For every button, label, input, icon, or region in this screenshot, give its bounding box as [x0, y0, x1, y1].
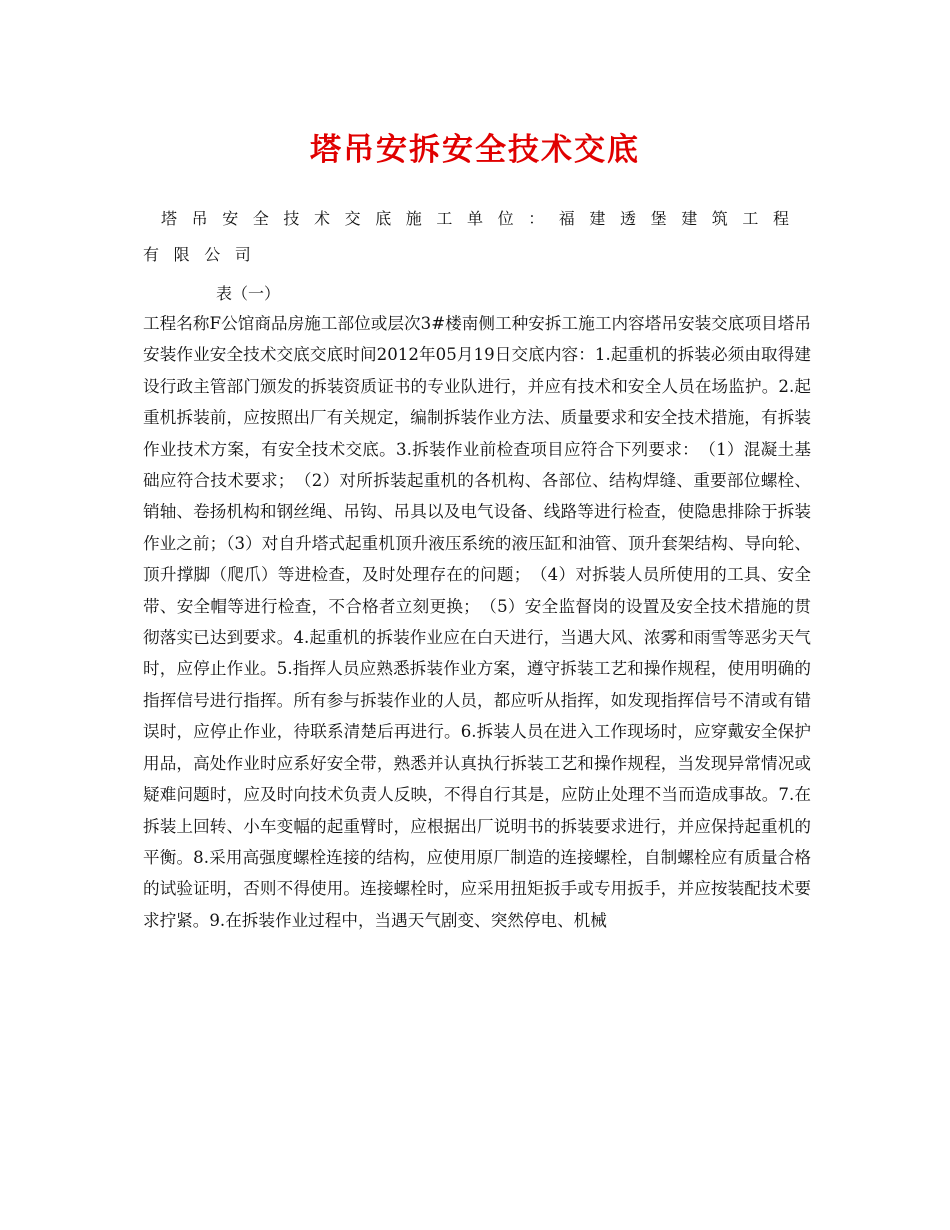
body-paragraph: 工程名称F公馆商品房施工部位或层次3#楼南侧工种安拆工施工内容塔吊安装交底项目塔吊安装作业安全技术交底交底时间2012年05月19日交底内容：1.起重机的拆装必须由取得建设行政主管部门颁发的拆装资质证书的专业队进行，并应有技术和安全人员在场监护。2.起重机拆装前，应按照出厂有关规定，编制拆装作业方法、质量要求和安全技术措施，有拆装作业技术方案，有安全技术交底。3.拆装作业前检查项目应符合下列要求： （1）混凝土基础应符合技术要求； （2）对所拆装起重机的各机构、各部位、结构焊缝、重要部位螺栓、销轴、卷扬机构和钢丝绳、吊钩、吊具以及电气设备、线路等进行检查，使隐患排除于拆装作业之前；（3）对自升塔式起重机顶升液压系统的液压缸和油管、顶升套架结构、导向轮、顶升撑脚（爬爪）等进检查，及时处理存在的问题； （4）对拆装人员所使用的工具、安全带、安全帽等进行检查，不合格者立刻更换； （5）安全监督岗的设置及安全技术措施的贯彻落实已达到要求。4.起重机的拆装作业应在白天进行，当遇大风、浓雾和雨雪等恶劣天气时，应停止作业。5.指挥人员应熟悉拆装作业方案，遵守拆装工艺和操作规程，使用明确的指挥信号进行指挥。所有参与拆装作业的人员，都应听从指挥，如发现指挥信号不清或有错误时，应停止作业，待联系清楚后再进行。6.拆装人员在进入工作现场时，应穿戴安全保护用品，高处作业时应系好安全带，熟悉并认真执行拆装工艺和操作规程，当发现异常情况或疑难问题时，应及时向技术负责人反映，不得自行其是，应防止处理不当而造成事故。7.在拆装上回转、小车变幅的起重臂时，应根据出厂说明书的拆装要求进行，并应保持起重机的平衡。8.采用高强度螺栓连接的结构，应使用原厂制造的连接螺栓，自制螺栓应有质量合格的试验证明，否则不得使用。连接螺栓时，应采用扭矩扳手或专用扳手，并应按装配技术要求拧紧。9.在拆装作业过程中，当遇天气剧变、突然停电、机械	[143, 314, 811, 930]
document-title: 塔吊安拆安全技术交底	[310, 132, 640, 168]
table-label: 表（一）	[216, 284, 281, 303]
document-subtitle: 塔吊安全技术交底施工单位：福建透堡建筑工程有限公司	[143, 209, 804, 264]
